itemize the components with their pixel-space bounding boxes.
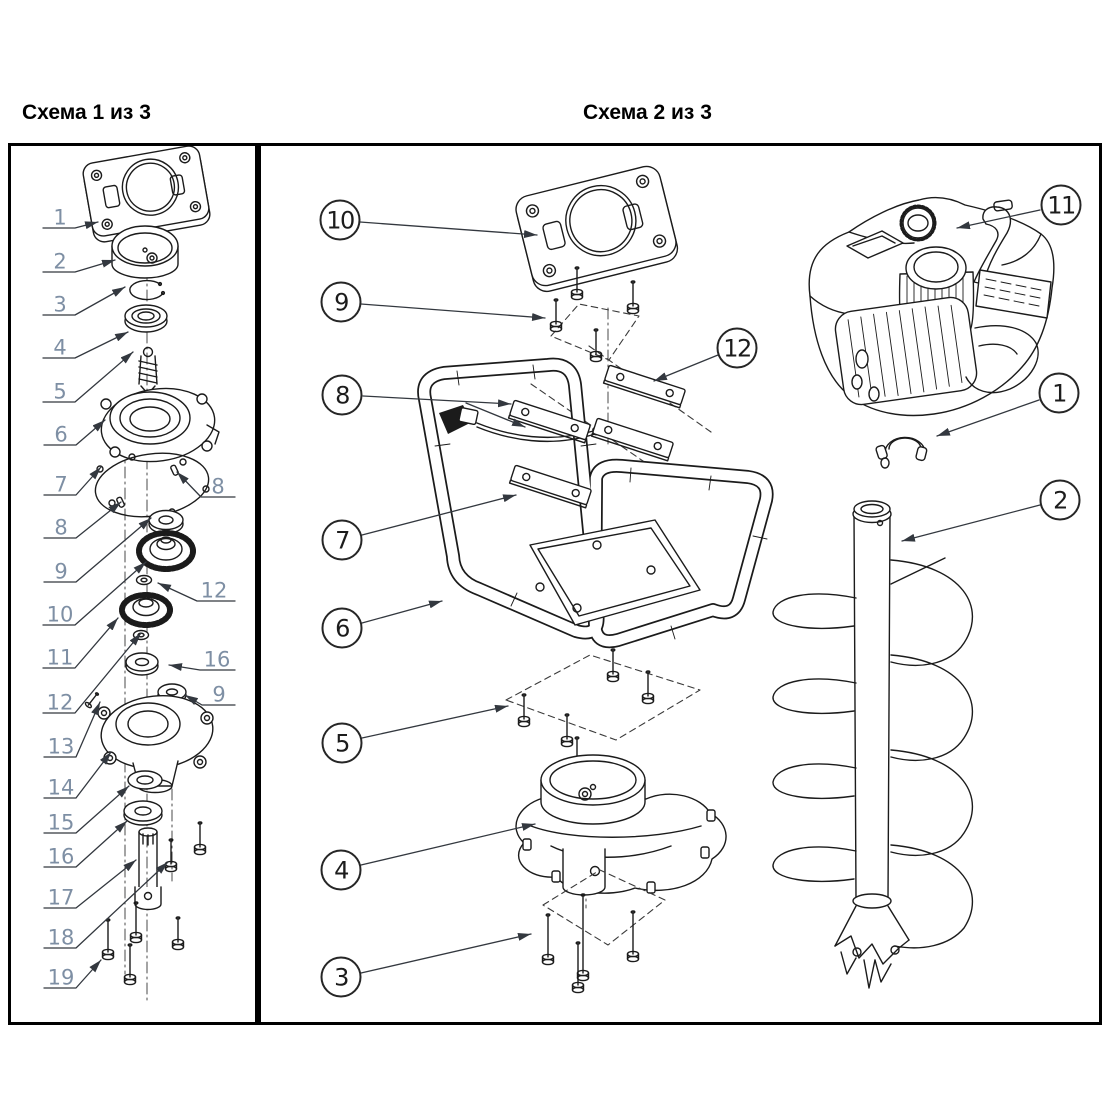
part-cable-clamp	[875, 437, 927, 468]
scheme1-callout-19: 19	[47, 965, 75, 990]
scheme1-callout-7: 7	[54, 472, 68, 497]
scheme1-callout-13: 13	[47, 734, 75, 759]
scheme1-callout-8-left: 8	[54, 515, 68, 540]
scheme2-drawing	[360, 163, 1054, 992]
scheme1-callout-10: 10	[46, 602, 74, 627]
scheme1-callout-6: 6	[54, 422, 68, 447]
part-bearing-top	[125, 305, 167, 332]
scheme2-callout-3: 3	[321, 957, 362, 998]
scheme1-callout-9-left: 9	[54, 559, 68, 584]
scheme1-callout-15: 15	[47, 810, 75, 835]
part-frame-base-plate	[530, 520, 700, 625]
scheme1-title: Схема 1 из 3	[22, 101, 151, 124]
part-gear-small	[120, 593, 172, 627]
scheme1-callout-16-right: 16	[203, 647, 231, 672]
part-gearbox-cover	[97, 381, 220, 468]
part-auger	[773, 501, 972, 988]
scheme2-callout-5: 5	[322, 723, 363, 764]
scheme1-callout-5: 5	[53, 379, 67, 404]
part-washer-upper	[137, 576, 152, 585]
part-pinion-shaft	[139, 348, 157, 395]
part-gearbox-assembly	[516, 755, 726, 895]
diagram-frame	[8, 143, 1102, 1025]
scheme2-callout-10: 10	[320, 200, 361, 241]
scheme1-callout-12-left: 12	[46, 690, 74, 715]
scheme2-callout-12: 12	[717, 328, 758, 369]
part-washer-lower	[134, 631, 149, 640]
scheme2-title: Схема 2 из 3	[583, 101, 712, 124]
scheme2-callout-7: 7	[322, 520, 363, 561]
part-engine-mount-plate	[513, 163, 680, 294]
scheme1-callout-18: 18	[47, 925, 75, 950]
scheme1-callout-8-right: 8	[211, 474, 225, 499]
scheme1-callout-16-left: 16	[47, 844, 75, 869]
scheme2-callout-6: 6	[322, 608, 363, 649]
scheme1-callout-17: 17	[47, 885, 75, 910]
part-frame-bolts	[506, 649, 700, 770]
part-gear-large	[137, 531, 195, 571]
scheme1-callout-9-right: 9	[212, 682, 226, 707]
panel-divider	[255, 146, 261, 1022]
part-output-shaft	[135, 828, 161, 910]
scheme2-callout-2: 2	[1040, 480, 1081, 521]
scheme2-callout-11: 11	[1041, 185, 1082, 226]
diagram-line-art	[11, 146, 1099, 1022]
scheme1-callout-4: 4	[53, 335, 67, 360]
scheme1-callout-2: 2	[53, 249, 67, 274]
part-engine	[809, 198, 1054, 416]
scheme1-drawing	[43, 146, 235, 1004]
scheme1-callout-1: 1	[53, 205, 67, 230]
part-bearing-bottom	[124, 801, 162, 825]
scheme2-callout-1: 1	[1039, 373, 1080, 414]
part-dowel-pins	[116, 465, 179, 508]
scheme1-callout-3: 3	[53, 292, 67, 317]
scheme2-callout-4: 4	[321, 850, 362, 891]
scheme1-callout-12-right: 12	[200, 578, 228, 603]
scheme1-callout-11: 11	[46, 645, 74, 670]
part-bearing-mid	[149, 511, 183, 534]
scheme2-callout-8: 8	[322, 375, 363, 416]
part-clutch-drum	[112, 226, 178, 278]
scheme1-callout-14: 14	[47, 775, 75, 800]
part-bearing-16	[126, 653, 158, 675]
scheme2-callout-9: 9	[321, 282, 362, 323]
part-oil-seal	[128, 771, 162, 789]
